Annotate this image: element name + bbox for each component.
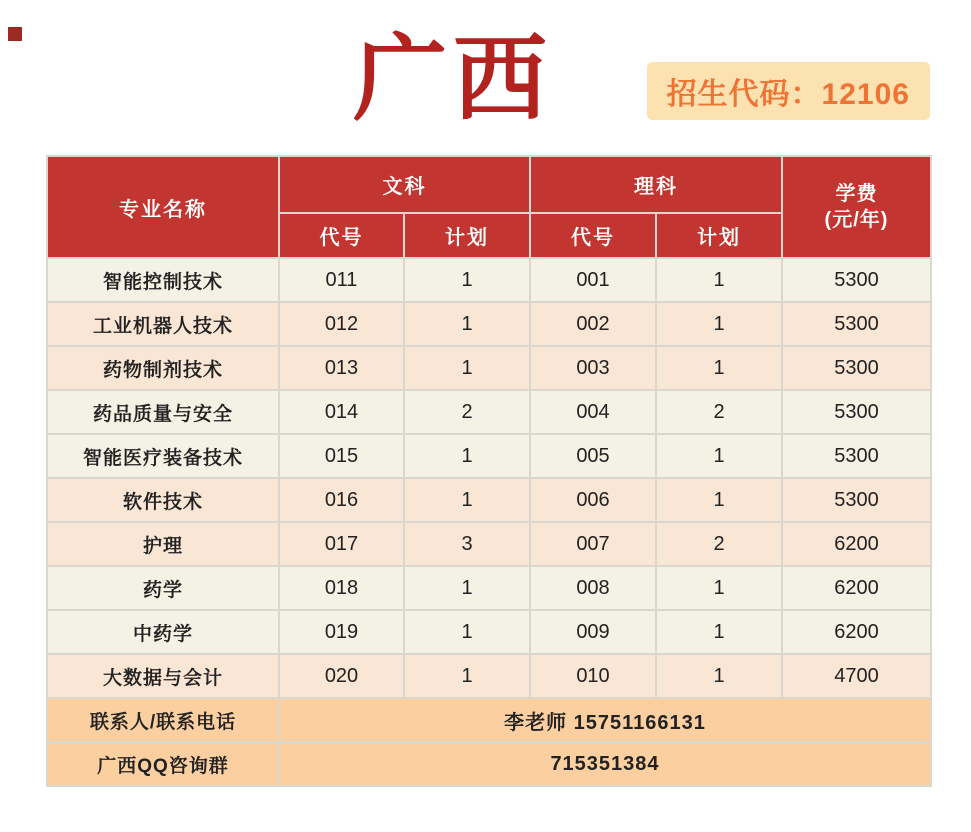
like-code-cell: 006	[530, 478, 656, 522]
tuition-cell: 5300	[782, 302, 931, 346]
like-plan-cell: 1	[656, 610, 782, 654]
like-plan-cell: 1	[656, 258, 782, 302]
table-row	[47, 302, 931, 346]
table-row	[47, 610, 931, 654]
wenke-code-cell: 013	[279, 346, 404, 390]
wenke-plan-cell: 1	[404, 566, 530, 610]
major-name-cell: 中药学	[47, 610, 279, 654]
tuition-cell: 5300	[782, 346, 931, 390]
wenke-code-cell: 012	[279, 302, 404, 346]
contact-value-cell: 715351384	[279, 742, 931, 786]
wenke-code-cell: 019	[279, 610, 404, 654]
major-name-cell: 智能控制技术	[47, 258, 279, 302]
wenke-code-cell: 016	[279, 478, 404, 522]
like-code-cell: 005	[530, 434, 656, 478]
table-row	[47, 522, 931, 566]
like-plan-cell: 1	[656, 434, 782, 478]
tuition-cell: 6200	[782, 522, 931, 566]
wenke-code-cell: 015	[279, 434, 404, 478]
page-header	[0, 0, 971, 155]
like-code-cell: 008	[530, 566, 656, 610]
table-row	[47, 346, 931, 390]
tuition-header-line1: 学费	[835, 183, 878, 205]
table-body	[47, 258, 931, 786]
tuition-cell: 5300	[782, 258, 931, 302]
major-name-header: 专业名称	[47, 156, 279, 258]
like-plan-cell: 1	[656, 566, 782, 610]
wenke-plan-cell: 1	[404, 610, 530, 654]
tuition-header-line2: (元/年)	[824, 209, 889, 231]
tuition-cell: 4700	[782, 654, 931, 698]
like-plan-cell: 2	[656, 522, 782, 566]
table-row	[47, 390, 931, 434]
tuition-header	[782, 156, 931, 258]
like-code-header: 代号	[530, 213, 656, 258]
major-name-cell: 智能医疗装备技术	[47, 434, 279, 478]
like-plan-cell: 1	[656, 302, 782, 346]
header-row-top	[47, 156, 931, 213]
wenke-plan-cell: 1	[404, 654, 530, 698]
wenke-code-cell: 017	[279, 522, 404, 566]
like-code-cell: 001	[530, 258, 656, 302]
like-plan-header: 计划	[656, 213, 782, 258]
table-row	[47, 258, 931, 302]
table-header	[47, 156, 931, 258]
wenke-plan-cell: 2	[404, 390, 530, 434]
like-code-cell: 010	[530, 654, 656, 698]
contact-label-cell: 联系人/联系电话	[47, 698, 279, 742]
like-code-cell: 002	[530, 302, 656, 346]
wenke-code-header: 代号	[279, 213, 404, 258]
contact-value-cell: 李老师 15751166131	[279, 698, 931, 742]
wenke-plan-cell: 1	[404, 258, 530, 302]
tuition-cell: 5300	[782, 478, 931, 522]
table-row	[47, 654, 931, 698]
contact-label-cell: 广西QQ咨询群	[47, 742, 279, 786]
wenke-code-cell: 020	[279, 654, 404, 698]
liberal-arts-header: 文科	[279, 156, 530, 213]
like-code-cell: 007	[530, 522, 656, 566]
like-plan-cell: 2	[656, 390, 782, 434]
like-plan-cell: 1	[656, 478, 782, 522]
wenke-code-cell: 011	[279, 258, 404, 302]
wenke-code-cell: 014	[279, 390, 404, 434]
wenke-plan-header: 计划	[404, 213, 530, 258]
wenke-plan-cell: 1	[404, 302, 530, 346]
science-header: 理科	[530, 156, 782, 213]
wenke-plan-cell: 1	[404, 346, 530, 390]
tuition-cell: 5300	[782, 390, 931, 434]
major-name-cell: 工业机器人技术	[47, 302, 279, 346]
tuition-cell: 5300	[782, 434, 931, 478]
table-row	[47, 434, 931, 478]
major-name-cell: 护理	[47, 522, 279, 566]
wenke-plan-cell: 3	[404, 522, 530, 566]
enrollment-code-badge: 招生代码：12106	[647, 62, 930, 120]
wenke-plan-cell: 1	[404, 434, 530, 478]
like-plan-cell: 1	[656, 654, 782, 698]
major-name-cell: 药学	[47, 566, 279, 610]
enrollment-table	[46, 155, 932, 787]
page-title: 广西	[352, 26, 554, 131]
major-name-cell: 药物制剂技术	[47, 346, 279, 390]
like-plan-cell: 1	[656, 346, 782, 390]
tuition-cell: 6200	[782, 566, 931, 610]
table-row	[47, 566, 931, 610]
like-code-cell: 004	[530, 390, 656, 434]
major-name-cell: 药品质量与安全	[47, 390, 279, 434]
major-name-cell: 软件技术	[47, 478, 279, 522]
contact-row	[47, 742, 931, 786]
like-code-cell: 009	[530, 610, 656, 654]
table-row	[47, 478, 931, 522]
tuition-cell: 6200	[782, 610, 931, 654]
like-code-cell: 003	[530, 346, 656, 390]
major-name-cell: 大数据与会计	[47, 654, 279, 698]
wenke-code-cell: 018	[279, 566, 404, 610]
wenke-plan-cell: 1	[404, 478, 530, 522]
contact-row	[47, 698, 931, 742]
